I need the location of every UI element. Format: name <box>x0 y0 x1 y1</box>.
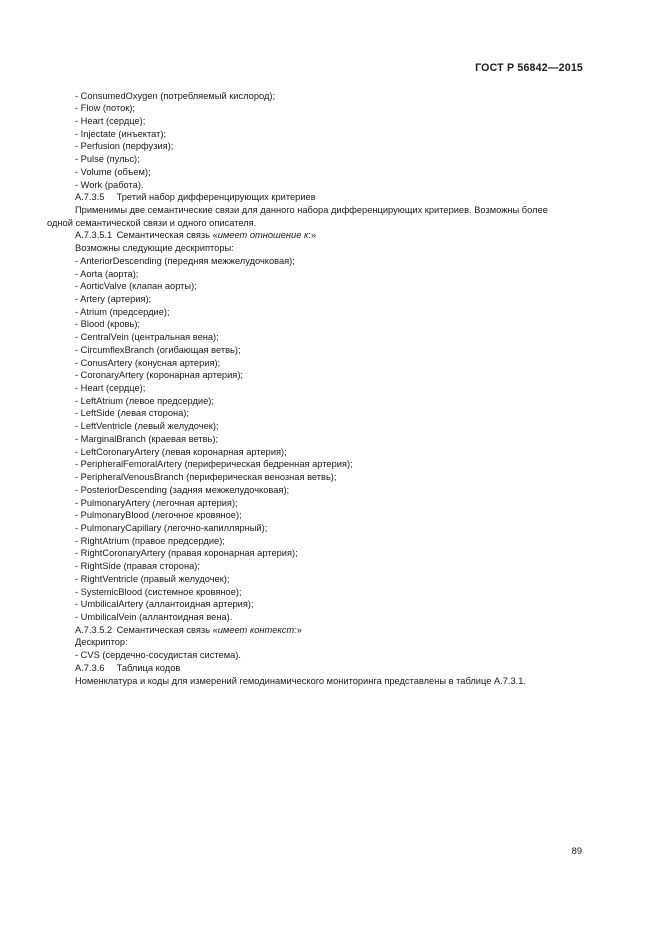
section-title: Таблица кодов <box>116 662 181 673</box>
list-item: - Injectate (инъектат); <box>75 128 167 139</box>
section-number: А.7.3.5 <box>75 192 105 203</box>
list-item: - SystemicBlood (системное кровяное); <box>75 586 242 597</box>
list-item: - Blood (кровь); <box>75 319 141 330</box>
list-item: - PulmonaryArtery (легочная артерия); <box>75 497 238 508</box>
paragraph-line: Применимы две семантические связи для данного набора дифференцирующих критериев. Возможны более <box>75 204 548 215</box>
list-item: - MarginalBranch (краевая ветвь); <box>75 433 219 444</box>
document-header: ГОСТ Р 56842—2015 <box>475 62 583 74</box>
paragraph-line: Номенклатура и коды для измерений гемодинамического мониторинга представлены в таблице А.7.3.1. <box>75 675 527 686</box>
list-item: - LeftCoronaryArtery (левая коронарная артерия); <box>75 446 287 457</box>
descriptor-label: Дескриптор: <box>75 637 128 648</box>
list-item: - PulmonaryCapillary (легочно-капиллярный); <box>75 522 268 533</box>
list-item: - LeftSide (левая сторона); <box>75 408 189 419</box>
section-title-suffix: :» <box>308 230 317 241</box>
list-item: - ConsumedOxygen (потребляемый кислород); <box>75 90 276 101</box>
section-number: А.7.3.6 <box>75 662 105 673</box>
section-title-suffix: » <box>296 624 302 635</box>
list-item: - CVS (сердечно-сосудистая система). <box>75 650 241 661</box>
list-item: - CircumflexBranch (огибающая ветвь); <box>75 344 241 355</box>
measurement-list <box>47 90 583 192</box>
section-heading-a735 <box>47 191 583 204</box>
descriptor-list <box>47 255 583 624</box>
section-title-prefix: Семантическая связь « <box>116 230 218 241</box>
list-item: - Artery (артерия); <box>75 294 152 304</box>
list-item: - Flow (поток); <box>75 103 136 114</box>
list-item: - PeripheralVenousBranch (периферическая венозная ветвь); <box>75 472 337 483</box>
list-item: - LeftVentricle (левый желудочек); <box>75 421 219 432</box>
descriptors-intro: Возможны следующие дескрипторы: <box>75 243 234 254</box>
list-item: - Heart (сердце); <box>75 115 146 126</box>
list-item: - Aorta (аорта); <box>75 268 139 279</box>
list-item: - Work (работа). <box>75 179 144 190</box>
list-item: - Volume (объем); <box>75 166 151 177</box>
list-item: - CentralVein (центральная вена); <box>75 332 219 343</box>
section-heading-a7352 <box>47 624 583 637</box>
list-item: - Perfusion (перфузия); <box>75 141 174 152</box>
list-item: - UmbilicalArtery (аллантоидная артерия); <box>75 599 254 610</box>
section-number: А.7.3.5.1 <box>75 230 113 241</box>
list-item: - UmbilicalVein (аллантоидная вена). <box>75 611 233 622</box>
section-title-italic: имеет отношение к <box>217 230 309 241</box>
list-item: - PeripheralFemoralArtery (периферическая бедренная артерия); <box>75 459 353 470</box>
list-item: - RightAtrium (правое предсердие); <box>75 535 225 546</box>
list-item: - RightVentricle (правый желудочек); <box>75 573 230 584</box>
list-item: - LeftAtrium (левое предсердие); <box>75 395 214 406</box>
list-item: - Heart (сердце); <box>75 383 146 394</box>
section-title-italic: имеет контекст: <box>217 624 297 635</box>
list-item: - AnteriorDescending (передняя межжелудочковая); <box>75 255 295 266</box>
section-heading-a7351 <box>47 229 583 242</box>
list-item: - Atrium (предсердие); <box>75 306 170 317</box>
list-item: - RightCoronaryArtery (правая коронарная артерия); <box>75 548 298 559</box>
list-item: - CoronaryArtery (коронарная артерия); <box>75 370 244 381</box>
list-item: - RightSide (правая сторона); <box>75 561 200 572</box>
paragraph-line: одной семантической связи и одного описателя. <box>47 217 257 228</box>
list-item: - PulmonaryBlood (легочное кровяное); <box>75 510 242 521</box>
list-item: - Pulse (пульс); <box>75 154 140 165</box>
section-title-prefix: Семантическая связь « <box>116 624 218 635</box>
section-title: Третий набор дифференцирующих критериев <box>116 192 316 203</box>
list-item: - AorticValve (клапан аорты); <box>75 281 197 292</box>
page-number: 89 <box>571 846 582 856</box>
list-item: - ConusArtery (конусная артерия); <box>75 357 221 368</box>
section-number: А.7.3.5.2 <box>75 624 113 635</box>
list-item: - PosteriorDescending (задняя межжелудочковая); <box>75 484 290 495</box>
document-body <box>47 90 583 688</box>
section-heading-a736 <box>47 662 583 675</box>
